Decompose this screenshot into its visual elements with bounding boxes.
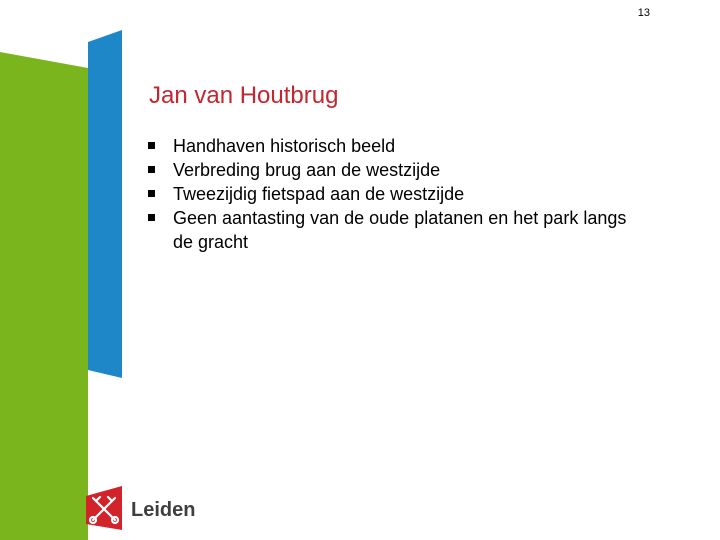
square-bullet-icon bbox=[148, 166, 155, 173]
bullet-item bbox=[148, 134, 638, 158]
square-bullet-icon bbox=[148, 190, 155, 197]
bullet-item bbox=[148, 182, 638, 206]
green-band bbox=[0, 52, 88, 540]
page-number: 13 bbox=[637, 7, 650, 19]
blue-band bbox=[88, 30, 122, 378]
bullet-item bbox=[148, 158, 638, 182]
bullet-list bbox=[148, 134, 638, 254]
logo-wordmark: Leiden bbox=[131, 499, 196, 521]
bullet-text: Verbreding brug aan de westzijde bbox=[173, 160, 441, 180]
bullet-text: Tweezijdig fietspad aan de westzijde bbox=[173, 184, 465, 204]
bullet-text: Handhaven historisch beeld bbox=[173, 136, 396, 156]
bullet-item bbox=[148, 206, 638, 254]
square-bullet-icon bbox=[148, 142, 155, 149]
bullet-text: Geen aantasting van de oude platanen en het park langs de gracht bbox=[173, 208, 627, 252]
slide-title: Jan van Houtbrug bbox=[149, 82, 339, 109]
square-bullet-icon bbox=[148, 214, 155, 221]
